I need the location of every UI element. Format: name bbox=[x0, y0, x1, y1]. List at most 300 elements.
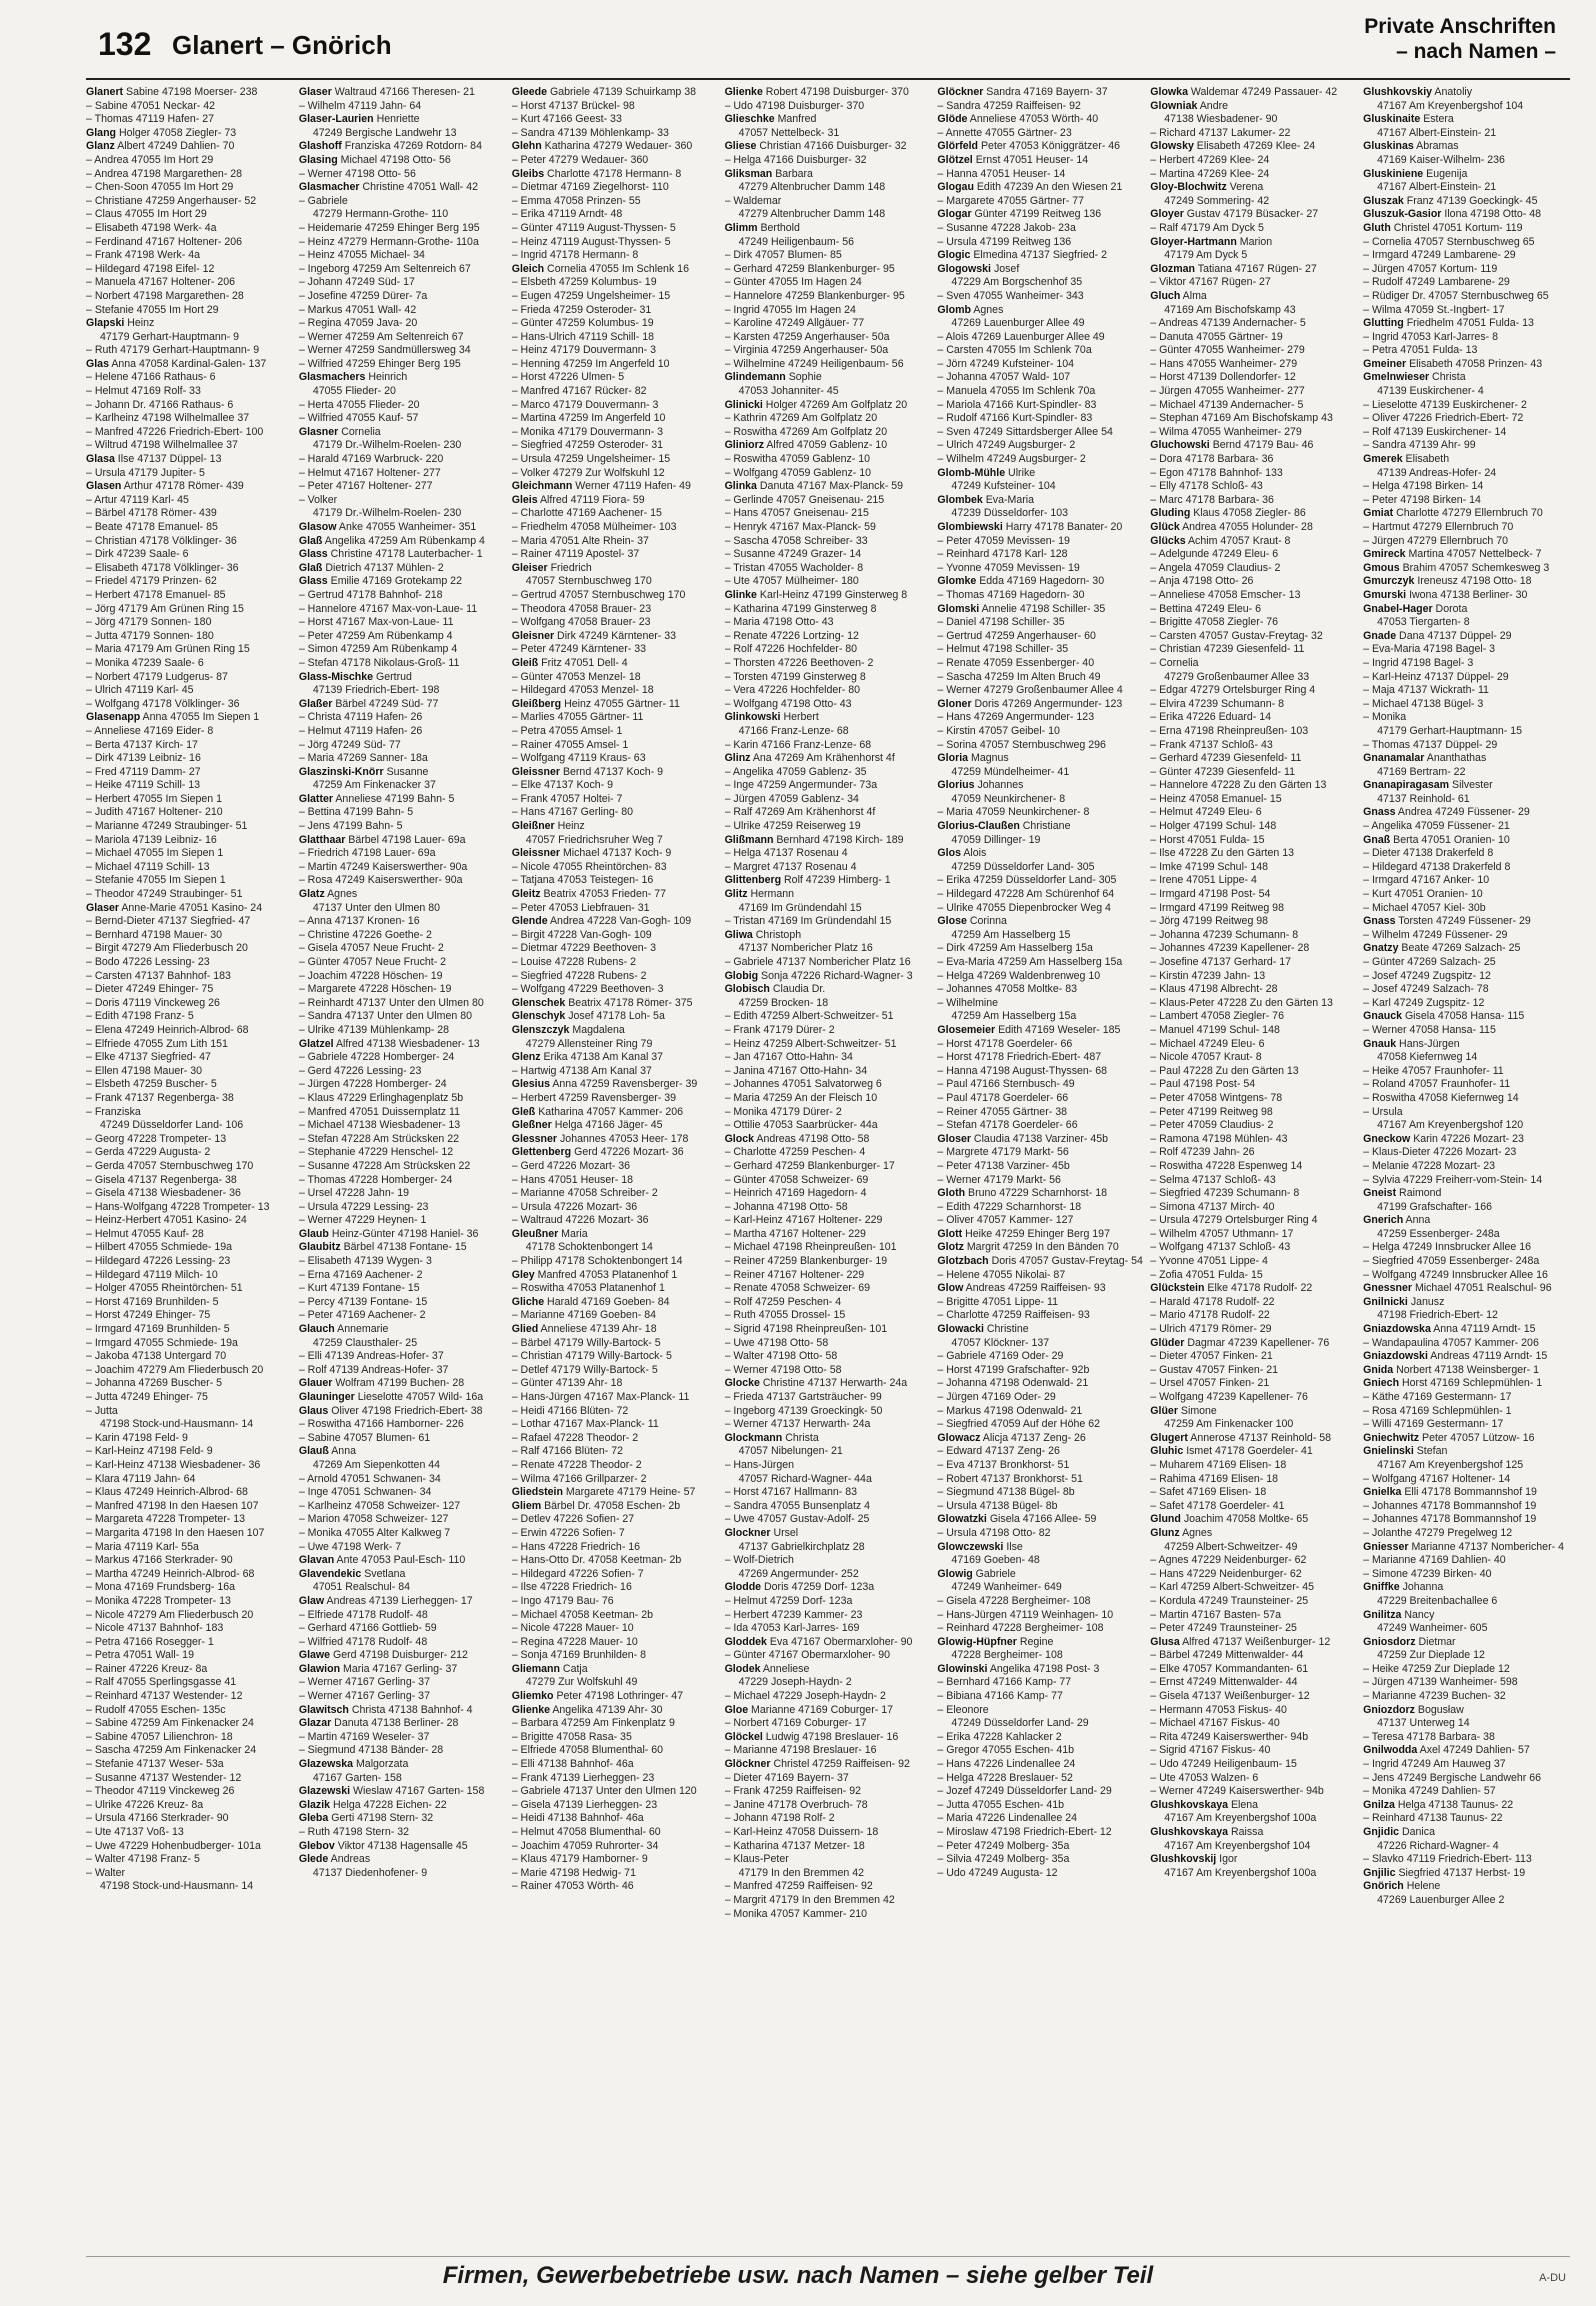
directory-entry bbox=[1363, 290, 1570, 304]
directory-entry bbox=[86, 1092, 293, 1106]
entry-text: – Jürgen 47139 Wanheimer- 598 bbox=[1363, 1676, 1518, 1689]
entry-text: – Frank 47137 Regenberga- 38 bbox=[86, 1091, 234, 1104]
entry-surname: Gmurczyk bbox=[1363, 575, 1415, 588]
entry-text: 47199 Grafschafter- 166 bbox=[1377, 1200, 1492, 1213]
entry-text: – Detlef 47179 Willy-Bartock- 5 bbox=[511, 1363, 658, 1376]
entry-text: Doris 47269 Angermunder- 123 bbox=[971, 697, 1123, 710]
directory-entry bbox=[512, 113, 719, 127]
entry-text: – Monika 47179 Douvermann- 3 bbox=[511, 425, 664, 438]
directory-entry bbox=[299, 494, 506, 508]
entry-text: – Hildegard 47198 Eifel- 12 bbox=[86, 262, 215, 275]
entry-text: – Ingrid 47198 Bagel- 3 bbox=[1363, 656, 1474, 669]
entry-text: – Johanna 47269 Buscher- 5 bbox=[86, 1377, 223, 1390]
directory-entry bbox=[86, 331, 293, 345]
entry-text: – Klaus 47198 Albrecht- 28 bbox=[1150, 983, 1278, 996]
directory-entry bbox=[512, 616, 719, 630]
entry-text: Gisela 47058 Hansa- 115 bbox=[1402, 1010, 1525, 1023]
directory-entry bbox=[299, 263, 506, 277]
directory-entry bbox=[1363, 1500, 1570, 1514]
directory-entry bbox=[86, 1241, 293, 1255]
directory-entry bbox=[1363, 603, 1570, 617]
directory-entry bbox=[86, 1486, 293, 1500]
entry-text: – Martin 47169 Weseler- 37 bbox=[298, 1730, 430, 1743]
entry-text: – Hans 47269 Angermunder- 123 bbox=[937, 711, 1095, 724]
entry-text: – Vera 47226 Hochfelder- 80 bbox=[724, 684, 861, 697]
directory-entry bbox=[1150, 915, 1357, 929]
entry-text: – Dora 47178 Barbara- 36 bbox=[1150, 453, 1274, 466]
entry-text: – Manfred 47259 Raiffeisen- 92 bbox=[724, 1880, 873, 1893]
directory-entry bbox=[937, 1867, 1144, 1881]
entry-text: – Hildegard 47053 Menzel- 18 bbox=[511, 684, 654, 697]
entry-surname: Gnass bbox=[1363, 806, 1396, 819]
entry-text: – Holger 47199 Schul- 148 bbox=[1150, 820, 1277, 833]
entry-text: – Günter 47167 Obermarxloher- 90 bbox=[724, 1649, 891, 1662]
entry-text: – Mariola 47166 Kurt-Spindler- 83 bbox=[937, 398, 1097, 411]
directory-entry bbox=[86, 766, 293, 780]
entry-text: – Monika 47055 Alter Kalkweg 7 bbox=[298, 1526, 451, 1539]
entry-text: – Friedel 47179 Prinzen- 62 bbox=[86, 575, 217, 588]
directory-entry bbox=[1363, 521, 1570, 535]
entry-text: Dagmar 47239 Kapellener- 76 bbox=[1184, 1336, 1330, 1349]
directory-entry bbox=[299, 181, 506, 195]
entry-surname: Gluszuk-Gasior bbox=[1363, 208, 1442, 221]
directory-entry bbox=[86, 1106, 293, 1120]
entry-text: – Manfred 47226 Friedrich-Ebert- 100 bbox=[86, 425, 264, 438]
entry-text: Raissa bbox=[1228, 1826, 1264, 1838]
directory-entry bbox=[1150, 100, 1357, 114]
entry-surname: Glogic bbox=[937, 249, 971, 262]
entry-text: – Elke 47137 Siegfried- 47 bbox=[86, 1051, 211, 1064]
directory-entry bbox=[299, 140, 506, 154]
directory-entry bbox=[1363, 1812, 1570, 1826]
entry-text: – Helga 47228 Breslauer- 52 bbox=[937, 1771, 1073, 1784]
entry-text: Heike 47259 Ehinger Berg 197 bbox=[962, 1227, 1110, 1240]
directory-entry bbox=[299, 168, 506, 182]
directory-entry bbox=[299, 1337, 506, 1351]
entry-surname: Glushkovskiy bbox=[1363, 86, 1433, 98]
entry-text: – Dieter 47057 Finken- 21 bbox=[1150, 1350, 1273, 1363]
entry-surname: Glapski bbox=[86, 317, 125, 330]
entry-text: – Georg 47228 Trompeter- 13 bbox=[86, 1132, 227, 1145]
entry-text: – Gertrud 47178 Bahnhof- 218 bbox=[298, 588, 443, 601]
directory-entry bbox=[1150, 1092, 1357, 1106]
directory-entry bbox=[725, 1119, 932, 1133]
entry-text: – Rita 47249 Kaiserswerther- 94b bbox=[1150, 1730, 1309, 1743]
entry-surname: Glutting bbox=[1363, 317, 1404, 330]
entry-text: – Herbert 47239 Kammer- 23 bbox=[724, 1608, 863, 1621]
directory-entry bbox=[86, 1649, 293, 1663]
entry-surname: Gniazdowski bbox=[1363, 1350, 1428, 1363]
entry-surname: Gloddek bbox=[724, 1635, 767, 1648]
entry-surname: Gnessner bbox=[1363, 1282, 1413, 1295]
entry-text: – Dirk 47239 Saale- 6 bbox=[86, 548, 189, 561]
entry-text: – Günter 47239 Giesenfeld- 11 bbox=[1150, 765, 1295, 778]
entry-text: – Artur 47119 Karl- 45 bbox=[86, 493, 189, 506]
directory-entry bbox=[1363, 1894, 1570, 1908]
entry-text: – Wilma 47059 St.-Ingbert- 17 bbox=[1363, 303, 1505, 316]
entry-surname: Glowniak bbox=[1150, 99, 1198, 112]
directory-entry bbox=[725, 657, 932, 671]
entry-text: Gerd 47198 Duisburger- 212 bbox=[330, 1649, 468, 1662]
directory-entry bbox=[1150, 358, 1357, 372]
entry-text: – Hannelore 47228 Zu den Gärten 13 bbox=[1150, 779, 1327, 792]
directory-entry bbox=[299, 1241, 506, 1255]
entry-text: – Hans 47229 Neidenburger- 62 bbox=[1150, 1567, 1302, 1580]
directory-entry bbox=[725, 806, 932, 820]
directory-entry bbox=[1150, 195, 1357, 209]
entry-text: – Angela 47059 Claudius- 2 bbox=[1150, 561, 1281, 574]
directory-entry bbox=[1363, 1554, 1570, 1568]
entry-text: – Ursula 47229 Lessing- 23 bbox=[298, 1200, 429, 1213]
entry-text: – Manfred 47051 Duissernplatz 11 bbox=[298, 1105, 461, 1118]
directory-entry bbox=[725, 1744, 932, 1758]
directory-entry bbox=[1150, 1405, 1357, 1419]
entry-text: – Kathrin 47269 Am Golfplatz 20 bbox=[724, 412, 878, 425]
entry-text: – Simon 47259 Am Rübenkamp 4 bbox=[298, 643, 458, 656]
entry-text: Susanne bbox=[383, 765, 429, 778]
entry-text: Alfred 47137 Weißenburger- 12 bbox=[1179, 1635, 1331, 1648]
entry-text: – Monika bbox=[1363, 711, 1407, 724]
entry-text: Eugenija bbox=[1423, 167, 1468, 180]
directory-entry bbox=[86, 752, 293, 766]
directory-entry bbox=[937, 195, 1144, 209]
entry-text: – Erika 47119 Arndt- 48 bbox=[511, 208, 623, 221]
directory-entry bbox=[299, 1445, 506, 1459]
directory-entry bbox=[1150, 1622, 1357, 1636]
directory-entry bbox=[937, 616, 1144, 630]
entry-text: – Bärbel 47249 Mittenwalder- 44 bbox=[1150, 1649, 1304, 1662]
entry-text: – Miroslaw 47198 Friedrich-Ebert- 12 bbox=[937, 1826, 1112, 1838]
directory-entry bbox=[725, 1513, 932, 1527]
entry-text: – Siegfried 47059 Essenberger- 248a bbox=[1363, 1255, 1540, 1268]
entry-surname: Gnjidic bbox=[1363, 1826, 1400, 1838]
entry-text: Christa 47138 Bahnhof- 4 bbox=[348, 1703, 473, 1716]
entry-text: – Petra 47051 Fulda- 13 bbox=[1363, 344, 1478, 357]
directory-entry bbox=[512, 1704, 719, 1718]
directory-entry bbox=[1363, 942, 1570, 956]
entry-surname: Glinke bbox=[724, 588, 757, 601]
entry-text: Emilie 47169 Grotekamp 22 bbox=[327, 575, 462, 588]
entry-surname: Glitz bbox=[724, 888, 748, 901]
entry-text: – Maria 47059 Neunkirchener- 8 bbox=[937, 806, 1090, 819]
directory-entry bbox=[512, 1812, 719, 1826]
directory-entry bbox=[86, 1187, 293, 1201]
directory-entry bbox=[937, 766, 1144, 780]
entry-text: – Kurt 47051 Oranien- 10 bbox=[1363, 888, 1483, 901]
entry-text: – Siegfried 47059 Auf der Höhe 62 bbox=[937, 1418, 1100, 1431]
entry-text: – Dirk 47057 Blumen- 85 bbox=[724, 249, 842, 262]
directory-entry bbox=[725, 1024, 932, 1038]
directory-entry bbox=[512, 1024, 719, 1038]
entry-surname: Glang bbox=[86, 126, 117, 139]
directory-entry bbox=[512, 1065, 719, 1079]
directory-entry bbox=[1150, 1445, 1357, 1459]
entry-text: Elmedina 47137 Siegfried- 2 bbox=[970, 249, 1108, 262]
entry-surname: Glotzbach bbox=[937, 1255, 989, 1268]
directory-entry bbox=[937, 1568, 1144, 1582]
entry-text: 47259 Zur Diepladе 12 bbox=[1377, 1649, 1485, 1662]
directory-entry bbox=[86, 915, 293, 929]
directory-entry bbox=[1150, 181, 1357, 195]
directory-entry bbox=[725, 698, 932, 712]
entry-text: – Rudolf 47055 Eschen- 135c bbox=[86, 1703, 226, 1716]
entry-surname: Glosemeier bbox=[937, 1023, 996, 1036]
entry-text: 47259 Mündelheimer- 41 bbox=[951, 765, 1070, 778]
entry-text: Martina 47057 Nettelbeck- 7 bbox=[1405, 548, 1542, 561]
directory-entry bbox=[1150, 412, 1357, 426]
directory-entry bbox=[512, 766, 719, 780]
entry-text: 47139 Andreas-Hofer- 24 bbox=[1377, 466, 1497, 479]
directory-entry bbox=[1150, 902, 1357, 916]
entry-surname: Gloria bbox=[937, 752, 969, 765]
directory-entry bbox=[299, 725, 506, 739]
entry-text: – Simona 47137 Mirch- 40 bbox=[1150, 1200, 1275, 1213]
entry-text: Viktor 47138 Hagensalle 45 bbox=[334, 1839, 468, 1852]
directory-entry bbox=[86, 1554, 293, 1568]
entry-text: 47169 Goeben- 48 bbox=[951, 1554, 1040, 1567]
directory-entry bbox=[86, 304, 293, 318]
directory-entry bbox=[1363, 725, 1570, 739]
directory-entry bbox=[512, 1731, 719, 1745]
header-rule bbox=[86, 78, 1570, 80]
directory-entry bbox=[512, 236, 719, 250]
entry-text: – Horst 47178 Goerdeler- 66 bbox=[937, 1037, 1073, 1050]
entry-text: – Günter 47057 Neue Frucht- 2 bbox=[298, 956, 447, 968]
entry-text: – Stefanie 47137 Weser- 53a bbox=[86, 1758, 224, 1771]
entry-surname: Glaser bbox=[298, 86, 332, 98]
directory-entry bbox=[512, 507, 719, 521]
entry-text: – Michael 47058 Keetman- 2b bbox=[511, 1608, 654, 1621]
entry-text: Nancy bbox=[1401, 1608, 1435, 1621]
directory-entry bbox=[937, 1459, 1144, 1473]
directory-entry bbox=[725, 1867, 932, 1881]
directory-entry bbox=[86, 684, 293, 698]
entry-surname: Gnanamalar bbox=[1363, 752, 1425, 765]
directory-entry bbox=[1150, 983, 1357, 997]
directory-entry bbox=[86, 711, 293, 725]
entry-text: Berta 47051 Oranien- 10 bbox=[1390, 833, 1510, 846]
directory-entry bbox=[86, 195, 293, 209]
entry-text: Christel 47259 Raiffeisen- 92 bbox=[770, 1758, 910, 1771]
entry-surname: Gleß bbox=[511, 1105, 536, 1118]
entry-text: Robert 47198 Duisburger- 370 bbox=[762, 86, 909, 98]
entry-text: Heinz-Günter 47198 Haniel- 36 bbox=[328, 1227, 479, 1240]
entry-text: – Ute 47053 Walzen- 6 bbox=[1150, 1771, 1259, 1784]
directory-entry bbox=[299, 1772, 506, 1786]
directory-entry bbox=[937, 1731, 1144, 1745]
entry-text: – Herbert 47269 Klee- 24 bbox=[1150, 153, 1270, 166]
entry-text: – Günter 47119 August-Thyssen- 5 bbox=[511, 221, 676, 234]
directory-entry bbox=[512, 1337, 719, 1351]
entry-text: – Arnold 47051 Schwanen- 34 bbox=[298, 1472, 441, 1485]
entry-text: – Selma 47137 Schloß- 43 bbox=[1150, 1173, 1276, 1186]
entry-text: – Martina 47269 Klee- 24 bbox=[1150, 167, 1270, 180]
directory-entry bbox=[1363, 1391, 1570, 1405]
directory-entry bbox=[299, 1785, 506, 1799]
entry-surname: Glawion bbox=[298, 1662, 341, 1675]
entry-text: – Berta 47137 Kirch- 17 bbox=[86, 738, 198, 751]
entry-text: – Roswitha 47058 Kiefernweg 14 bbox=[1363, 1091, 1519, 1104]
directory-entry bbox=[86, 1840, 293, 1854]
entry-text: – Reiner 47259 Blankenburger- 19 bbox=[724, 1255, 888, 1268]
directory-entry bbox=[86, 1405, 293, 1419]
directory-entry bbox=[512, 426, 719, 440]
entry-text: – Reiner 47055 Gärtner- 38 bbox=[937, 1105, 1067, 1118]
entry-text: – Frank 47179 Dürer- 2 bbox=[724, 1023, 835, 1036]
entry-text: – Frank 47139 Lierheggen- 23 bbox=[511, 1771, 655, 1784]
entry-surname: Glenschyk bbox=[511, 1010, 566, 1023]
directory-entry bbox=[299, 1282, 506, 1296]
directory-entry bbox=[299, 915, 506, 929]
entry-text: Christine 47178 Lauterbacher- 1 bbox=[327, 548, 483, 561]
entry-text: Wolfram 47199 Buchen- 28 bbox=[332, 1377, 465, 1390]
entry-surname: Gleißner bbox=[511, 820, 555, 833]
directory-entry bbox=[1363, 439, 1570, 453]
directory-entry bbox=[86, 385, 293, 399]
entry-text: – Dieter 47138 Drakerfeld 8 bbox=[1363, 847, 1494, 860]
directory-entry bbox=[512, 603, 719, 617]
directory-entry bbox=[937, 1473, 1144, 1487]
directory-entry bbox=[937, 1269, 1144, 1283]
entry-text: – Sylvia 47229 Freiherr-vom-Stein- 14 bbox=[1363, 1173, 1543, 1186]
directory-entry bbox=[299, 1731, 506, 1745]
directory-entry bbox=[512, 1595, 719, 1609]
entry-text: – Hanna 47051 Heuser- 14 bbox=[937, 167, 1066, 180]
entry-text: – Elli 47138 Bahnhof- 46a bbox=[511, 1758, 634, 1771]
entry-text: – Marie 47198 Hedwig- 71 bbox=[511, 1866, 636, 1879]
entry-text: Bärbel 47249 Süd- 77 bbox=[332, 697, 439, 710]
entry-text: – Marianne 47169 Goeben- 84 bbox=[511, 1309, 657, 1322]
entry-text: – Käthe 47169 Gestermann- 17 bbox=[1363, 1391, 1512, 1403]
page-header bbox=[0, 0, 1596, 80]
directory-entry bbox=[1150, 1758, 1357, 1772]
directory-entry bbox=[937, 603, 1144, 617]
entry-text: – Jens 47199 Bahn- 5 bbox=[298, 820, 403, 833]
entry-text: Ernst 47051 Heuser- 14 bbox=[972, 153, 1089, 166]
entry-text: – Markus 47198 Odenwald- 21 bbox=[937, 1404, 1083, 1417]
entry-text: Werner 47119 Hafen- 49 bbox=[572, 480, 691, 493]
entry-text: Andreas 47139 Lierheggen- 17 bbox=[324, 1594, 473, 1607]
entry-text: – Peter 47259 Am Rübenkamp 4 bbox=[298, 629, 453, 642]
entry-text: 47167 Albert-Einstein- 21 bbox=[1377, 126, 1497, 139]
entry-surname: Gloyer bbox=[1150, 208, 1184, 221]
directory-entry bbox=[725, 603, 932, 617]
directory-entry bbox=[512, 956, 719, 970]
directory-entry bbox=[1150, 1513, 1357, 1527]
directory-entry bbox=[937, 1187, 1144, 1201]
entry-text: 47051 Realschul- 84 bbox=[312, 1581, 411, 1594]
directory-entry bbox=[299, 779, 506, 793]
entry-text: – Michael 47119 Schill- 13 bbox=[86, 860, 210, 873]
entry-text: – Martina 47259 Im Angerfeld 10 bbox=[511, 412, 666, 425]
entry-text: – Mariola 47139 Leibniz- 16 bbox=[86, 833, 217, 846]
entry-text: – Erna 47169 Aachener- 2 bbox=[298, 1268, 423, 1281]
directory-entry bbox=[937, 1296, 1144, 1310]
entry-surname: Glaus bbox=[298, 1404, 329, 1417]
entry-surname: Glied bbox=[511, 1323, 539, 1336]
entry-text: Bernd 47179 Bau- 46 bbox=[1209, 439, 1314, 452]
entry-text: – Petra 47055 Amsel- 1 bbox=[511, 724, 623, 737]
entry-text: – Heinrich 47169 Hagedorn- 4 bbox=[724, 1187, 867, 1200]
entry-text: Gustav 47179 Büsacker- 27 bbox=[1183, 208, 1319, 221]
directory-entry bbox=[299, 575, 506, 589]
directory-entry bbox=[299, 1350, 506, 1364]
directory-entry bbox=[86, 1201, 293, 1215]
directory-entry bbox=[937, 1065, 1144, 1079]
entry-text: – Manuela 47055 Im Schlenk 70a bbox=[937, 385, 1096, 398]
entry-text: – Fred 47119 Damm- 27 bbox=[86, 765, 201, 778]
entry-text: Dietmar bbox=[1415, 1635, 1456, 1648]
directory-entry bbox=[725, 1133, 932, 1147]
entry-text: – Maja 47137 Wickrath- 11 bbox=[1363, 684, 1489, 697]
entry-text: Alfred 47138 Wiesbadener- 13 bbox=[333, 1037, 480, 1050]
entry-text: Ilse 47137 Düppel- 13 bbox=[114, 453, 222, 466]
entry-surname: Glushkovskij bbox=[1150, 1853, 1217, 1866]
entry-surname: Glaßer bbox=[298, 697, 333, 710]
entry-text: 47057 Nibelungen- 21 bbox=[738, 1445, 843, 1458]
directory-entry bbox=[299, 942, 506, 956]
entry-text: Barbara bbox=[772, 167, 813, 180]
directory-entry bbox=[299, 1676, 506, 1690]
entry-text: – Hans-Jürgen 47119 Weinhagen- 10 bbox=[937, 1608, 1114, 1621]
entry-text: – Horst 47167 Max-von-Laue- 11 bbox=[298, 616, 454, 629]
entry-surname: Gluhic bbox=[1150, 1445, 1184, 1458]
directory-entry bbox=[1150, 1663, 1357, 1677]
entry-text: – Siegfried 47228 Rubens- 2 bbox=[511, 969, 647, 982]
entry-text: 47259 Albert-Schweitzer- 49 bbox=[1164, 1540, 1298, 1553]
entry-text: Danuta 47138 Berliner- 28 bbox=[331, 1717, 459, 1730]
entry-surname: Glow bbox=[937, 1282, 964, 1295]
entry-text: – Helmut 47055 Kauf- 28 bbox=[86, 1227, 204, 1240]
directory-entry bbox=[1150, 806, 1357, 820]
entry-surname: Glaser-Laurien bbox=[298, 113, 374, 126]
entry-surname: Glienke bbox=[511, 1703, 550, 1716]
entry-text: – Helga 47198 Birken- 14 bbox=[1363, 480, 1484, 493]
directory-entry bbox=[1363, 1676, 1570, 1690]
directory-entry bbox=[512, 1092, 719, 1106]
entry-text: 47057 Nettelbeck- 31 bbox=[738, 126, 840, 139]
directory-entry bbox=[86, 1581, 293, 1595]
directory-entry bbox=[299, 1486, 506, 1500]
entry-surname: Glasa bbox=[86, 453, 115, 466]
directory-entry bbox=[512, 1445, 719, 1459]
entry-text: – Günter 47053 Menzel- 18 bbox=[511, 670, 641, 683]
directory-entry bbox=[1150, 1119, 1357, 1133]
directory-entry bbox=[1363, 671, 1570, 685]
directory-entry bbox=[725, 1391, 932, 1405]
entry-text: – Jozef 47249 Düsseldorfer Land- 29 bbox=[937, 1785, 1112, 1798]
directory-entry bbox=[512, 1853, 719, 1867]
entry-text: – Reiner 47167 Holtener- 229 bbox=[724, 1268, 865, 1281]
entry-surname: Gnielka bbox=[1363, 1486, 1402, 1499]
directory-entry bbox=[299, 956, 506, 970]
directory-entry bbox=[725, 290, 932, 304]
entry-surname: Gnabel-Hager bbox=[1363, 602, 1433, 615]
entry-text: – Margarete 47228 Höschen- 19 bbox=[298, 983, 452, 996]
entry-text: Ludwig 47198 Breslauer- 16 bbox=[762, 1730, 899, 1743]
directory-entry bbox=[725, 1296, 932, 1310]
entry-text: – Bettina 47199 Bahn- 5 bbox=[298, 806, 414, 819]
entry-text: – Walter 47198 Otto- 58 bbox=[724, 1350, 838, 1363]
entry-text: 47229 Joseph-Haydn- 2 bbox=[738, 1676, 852, 1689]
entry-surname: Gloner bbox=[937, 697, 972, 710]
directory-entry bbox=[725, 1690, 932, 1704]
entry-text: 47259 Clausthaler- 25 bbox=[312, 1336, 418, 1349]
entry-surname: Gluskinas bbox=[1363, 140, 1414, 153]
entry-surname: Glieschke bbox=[724, 113, 775, 126]
entry-text: – Martha 47249 Heinrich-Albrod- 68 bbox=[86, 1567, 255, 1580]
entry-text: 47259 Am Hasselberg 15a bbox=[951, 1010, 1077, 1023]
